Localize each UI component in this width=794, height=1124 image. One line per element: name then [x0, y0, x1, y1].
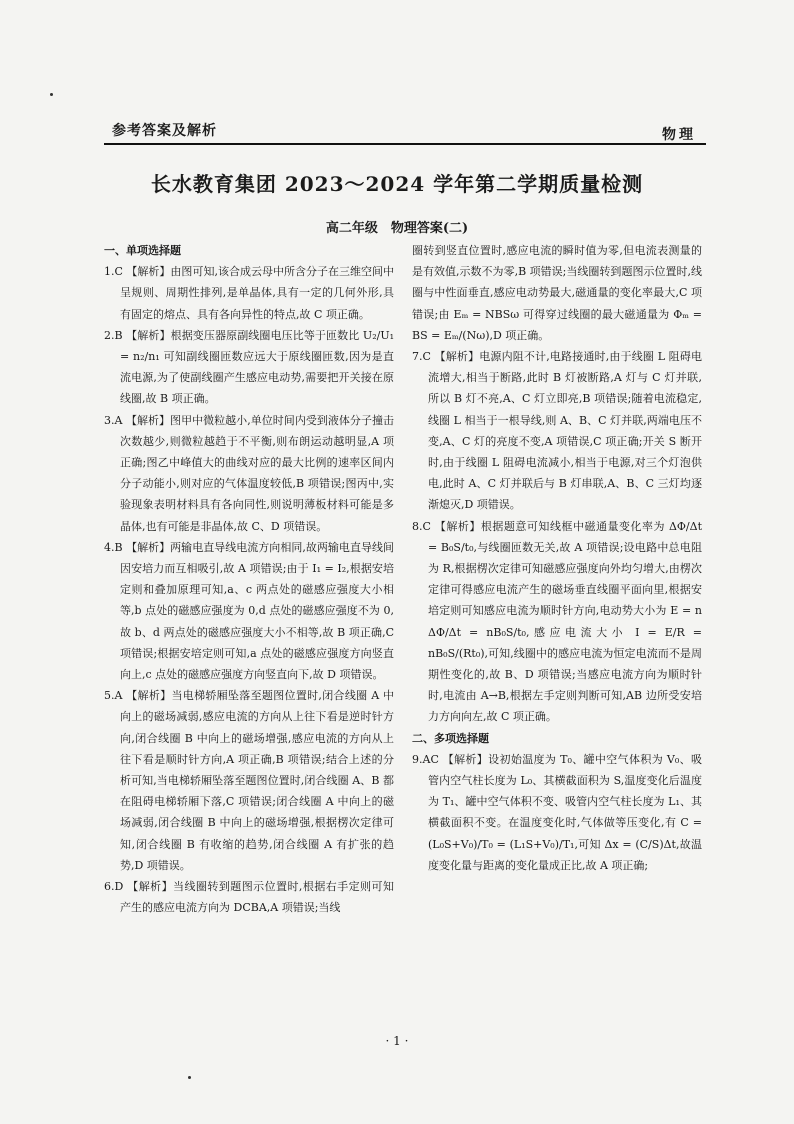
header-right-subject: 物理: [662, 127, 696, 143]
answer-paragraph: 7.C 【解析】电源内阻不计,电路接通时,由于线圈 L 阻碍电流增大,相当于断路,此时 B 灯被断路,A 灯与 C 灯并联,所以 B 灯不亮,A、C 灯立即亮,B 项错误;随着电流稳定,线圈 L 相当于一根导线,则 A、B、C 灯并联,两端电压不变,A、C 灯的亮度不变,A 项错误,C 项正确;开关 S 断开时,由于线圈 L 阻碍电流减小,相当于电源,对三个灯泡供电,此时 A、C 灯并联后与 B 灯串联,A、B、C 三灯均逐渐熄灭,D 项错误。: [412, 350, 702, 512]
answer-paragraph: 5.A 【解析】当电梯轿厢坠落至题图位置时,闭合线圈 A 中向上的磁场减弱,感应电流的方向从上往下看是逆时针方向,闭合线圈 B 中向上的磁场增强,感应电流的方向从上往下看是顺时针方向,A 项正确,B 项错误;结合上述的分析可知,当电梯轿厢坠落至题图位置时,闭合线圈 A、B 都在阻碍电梯轿厢下落,C 项错误;闭合线圈 A 中向上的磁场减弱,闭合线圈 B 中向上的磁场增强,根据楞次定律可知,闭合线圈 B 有收缩的趋势,闭合线圈 A 有扩张的趋势,D 项错误。: [104, 689, 394, 872]
right-column: [412, 240, 702, 876]
page-subtitle: 高二年级 物理答案(二): [325, 221, 469, 236]
section-heading: 一、单项选择题: [104, 244, 181, 257]
section-heading: 二、多项选择题: [412, 731, 489, 745]
header-rule: [104, 143, 706, 145]
answer-paragraph: 1.C 【解析】由图可知,该合成云母中所含分子在三维空间中呈规则、周期性排列,是单晶体,具有一定的几何外形,具有固定的熔点、具有各向异性的特点,故 C 项正确。: [104, 265, 394, 321]
answer-paragraph: 3.A 【解析】图甲中微粒越小,单位时间内受到液体分子撞击次数越少,则微粒越趋于不平衡,则布朗运动越明显,A 项正确;图乙中峰值大的曲线对应的最大比例的速率区间内分子动能小,则对应的气体温度较低,B 项错误;图丙中,实验现象表明材料具有各向同性,则说明薄板材料可能是多晶体,也有可能是非晶体,故 C、D 项错误。: [104, 413, 394, 533]
page-title: 长水教育集团 2023～2024 学年第二学期质量检测: [150, 172, 644, 196]
answer-paragraph: 4.B 【解析】两输电直导线电流方向相同,故两输电直导线间因安培力而互相吸引,故 A 项错误;由于 I₁ = I₂,根据安培定则和叠加原理可知,a、c 两点处的磁感应强度大小相等,b 点处的磁感应强度为 0,d 点处的磁感应强度不为 0,故 b、d 两点处的磁感应强度大小不相等,故 B 项正确,C 项错误;根据安培定则可知,a 点处的磁感应强度方向竖直向上,c 点处的磁感应强度方向竖直向下,故 D 项错误。: [104, 540, 394, 682]
answer-paragraph: 6.D 【解析】当线圈转到题图示位置时,根据右手定则可知产生的感应电流方向为 DCBA,A 项错误;当线: [104, 880, 394, 915]
answer-paragraph: 2.B 【解析】根据变压器原副线圈电压比等于匝数比 U₂/U₁ = n₂/n₁ 可知副线圈匝数应远大于原线圈匝数,因为是直流电源,为了使副线圈产生感应电动势,需要把开关接在原线圈,故 B 项正确。: [104, 328, 394, 406]
answer-paragraph: 圈转到竖直位置时,感应电流的瞬时值为零,但电流表测量的是有效值,示数不为零,B 项错误;当线圈转到题图示位置时,线圈与中性面垂直,感应电动势最大,磁通量的变化率最大,C 项错误;由 Eₘ = NBSω 可得穿过线圈的最大磁通量为 Φₘ = BS = Eₘ/(Nω),D 项正确。: [412, 244, 702, 342]
scan-speck: [188, 1076, 191, 1079]
header-left-title: 参考答案及解析: [112, 123, 217, 139]
left-column: [104, 240, 394, 919]
scan-speck: [50, 93, 53, 96]
answer-paragraph: 9.AC 【解析】设初始温度为 T₀、罐中空气体积为 V₀、吸管内空气柱长度为 L₀、其横截面积为 S,温度变化后温度为 T₁、罐中空气体积不变、吸管内空气柱长度为 L₁、其横截面积不变。在温度变化时,气体做等压变化,有 C = (L₀S+V₀)/T₀ = (L₁S+V₀)/T₁,可知 Δx = (C/S)Δt,故温度变化量与距离的变化量成正比,故 A 项正确;: [412, 752, 702, 872]
answer-paragraph: 8.C 【解析】根据题意可知线框中磁通量变化率为 ΔΦ/Δt = B₀S/t₀,与线圈匝数无关,故 A 项错误;设电路中总电阻为 R,根据楞次定律可知磁感应强度向外均匀增大,由楞次定律可得感应电流产生的磁场垂直线圈平面向里,根据安培定则可知感应电流为顺时针方向,电动势大小为 E = n ΔΦ/Δt = nB₀S/t₀,感应电流大小 I = E/R = nB₀S/(Rt₀),可知,线圈中的感应电流为恒定电流而不是周期性变化的,故 B、D 项错误;当感应电流方向为顺时针时,电流由 A→B,根据左手定则判断可知,AB 边所受安培力方向向左,故 C 项正确。: [412, 519, 702, 724]
page-number: · 1 ·: [385, 1034, 409, 1048]
